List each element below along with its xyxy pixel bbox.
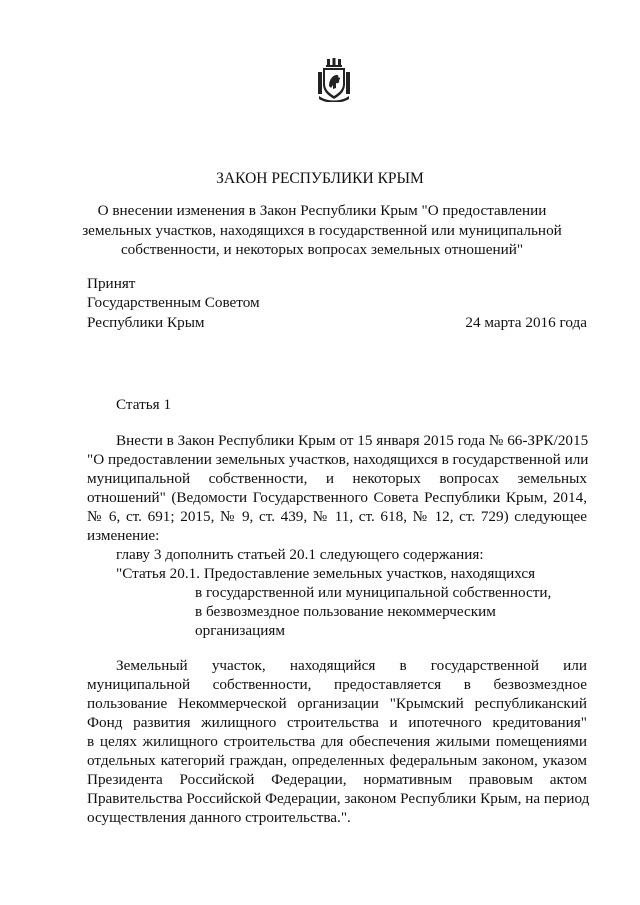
intro-line: изменение: — [87, 527, 160, 544]
adoption-line: Принят — [87, 275, 136, 292]
body-line: Земельный участок, находящийся в государственной или — [116, 657, 587, 674]
new-article-title-line: в государственной или муниципальной собственности, — [195, 584, 552, 601]
body-line: Правительства Российской Федерации, законом Республики Крым, на период — [87, 790, 590, 807]
adoption-line: Республики Крым — [87, 314, 205, 331]
body-line: осуществления данного строительства.". — [87, 809, 351, 826]
subtitle-line: собственности, и некоторых вопросах земельных отношений" — [120, 241, 524, 258]
intro-line: Внести в Закон Республики Крым от 15 января 2015 года № 66-ЗРК/2015 — [116, 432, 589, 449]
body-line: Фонд развития жилищного строительства и ипотечного кредитования" — [87, 714, 587, 731]
adoption-line: Государственным Советом — [87, 294, 260, 311]
amend-line: главу 3 дополнить статьей 20.1 следующего содержания: — [116, 546, 484, 563]
body-line: муниципальной собственности, предоставляется в безвозмездное — [87, 676, 587, 693]
intro-line: отношений" (Ведомости Государственного Совета Республики Крым, 2014, — [87, 489, 587, 506]
new-article-title-line: организациям — [195, 622, 286, 639]
law-subtitle — [60, 201, 584, 260]
law-title: ЗАКОН РЕСПУБЛИКИ КРЫМ — [216, 170, 424, 187]
new-article-title-line: в безвозмездное пользование некоммерческим — [195, 603, 496, 620]
body-line: в целях жилищного строительства для обеспечения жилыми помещениями — [87, 733, 587, 750]
subtitle-line: земельных участков, находящихся в государственной или муниципальной — [82, 221, 562, 239]
adoption-date: 24 марта 2016 года — [465, 314, 587, 331]
intro-line: "О предоставлении земельных участков, находящихся в государственной или — [87, 451, 589, 468]
crimea-coat-of-arms-icon — [317, 58, 351, 102]
new-article-title-line: "Статья 20.1. Предоставление земельных участков, находящихся — [116, 565, 536, 582]
body-line: Президента Российской Федерации, нормативным правовым актом — [87, 771, 587, 788]
body-line: пользование Некоммерческой организации "Крымский республиканский — [87, 695, 587, 712]
intro-line: муниципальной собственности, и некоторых вопросах земельных — [87, 470, 587, 487]
intro-line: № 6, ст. 691; 2015, № 9, ст. 439, № 11, ст. 618, № 12, ст. 729) следующее — [87, 508, 587, 525]
article-heading: Статья 1 — [116, 396, 172, 413]
body-line: отдельных категорий граждан, определенных федеральным законом, указом — [87, 752, 587, 769]
subtitle-line: О внесении изменения в Закон Республики Крым "О предоставлении — [97, 202, 547, 219]
